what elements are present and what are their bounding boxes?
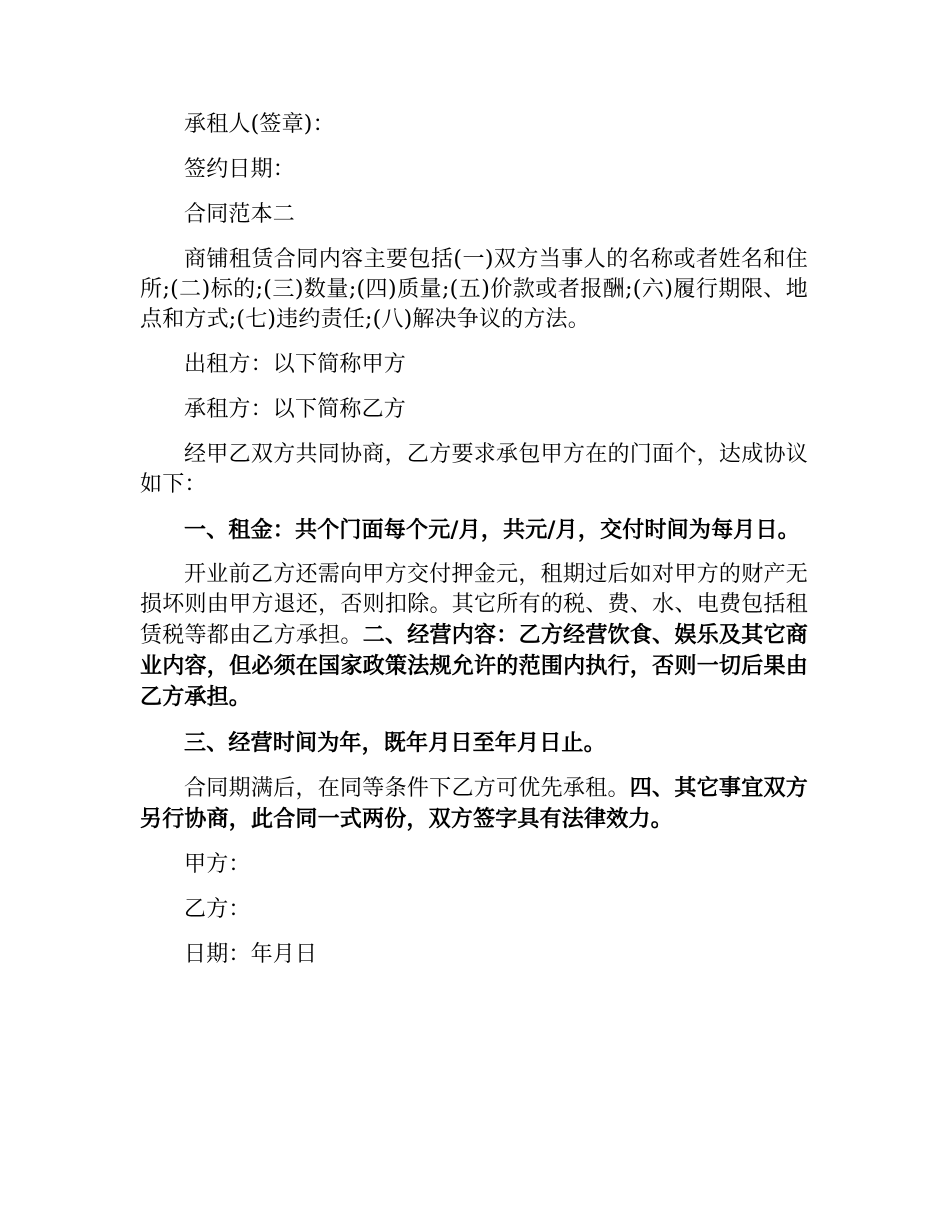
- lessor-line: 出租方：以下简称甲方: [184, 352, 407, 377]
- party-a-line: 甲方：: [184, 852, 251, 877]
- deposit-paragraph: [140, 560, 808, 713]
- clause-other-matters: 四、其它事宜双方另行协商，此合同一式两份，双方签字具有法律效力。: [140, 775, 808, 832]
- date-line: 日期：年月日: [184, 942, 318, 967]
- renewal-text: 合同期满后，在同等条件下乙方可优先承租。: [184, 776, 630, 801]
- lessee-line: 承租方：以下简称乙方: [184, 397, 407, 422]
- template-title: 合同范本二: [184, 202, 296, 227]
- document-page: [140, 110, 808, 985]
- signing-date-line: 签约日期：: [184, 157, 296, 182]
- deposit-text: 开业前乙方还需向甲方交付押金元，租期过后如对甲方的财产无损坏则由甲方退还，否则扣除。其它所有的税、费、水、电费包括租赁税等都由乙方承担。: [140, 562, 808, 648]
- clause-rent: 一、租金：共个门面每个元/月，共元/月，交付时间为每月日。: [184, 517, 800, 543]
- party-b-line: 乙方：: [184, 897, 251, 922]
- renewal-paragraph: [140, 773, 808, 835]
- clause-business-content: 二、经营内容：乙方经营饮食、娱乐及其它商业内容，但必须在国家政策法规允许的范围内执行，否则一切后果由乙方承担。: [140, 622, 808, 710]
- intro-paragraph: 商铺租赁合同内容主要包括(一)双方当事人的名称或者姓名和住所;(二)标的;(三)数量;(四)质量;(五)价款或者报酬;(六)履行期限、地点和方式;(七)违约责任;(八)解决争议的方法。: [140, 247, 808, 332]
- tenant-signature-line: 承租人(签章)：: [184, 112, 335, 137]
- agreement-paragraph: 经甲乙双方共同协商，乙方要求承包甲方在的门面个，达成协议如下：: [140, 442, 808, 497]
- clause-business-period: 三、经营时间为年，既年月日至年月日止。: [184, 730, 606, 756]
